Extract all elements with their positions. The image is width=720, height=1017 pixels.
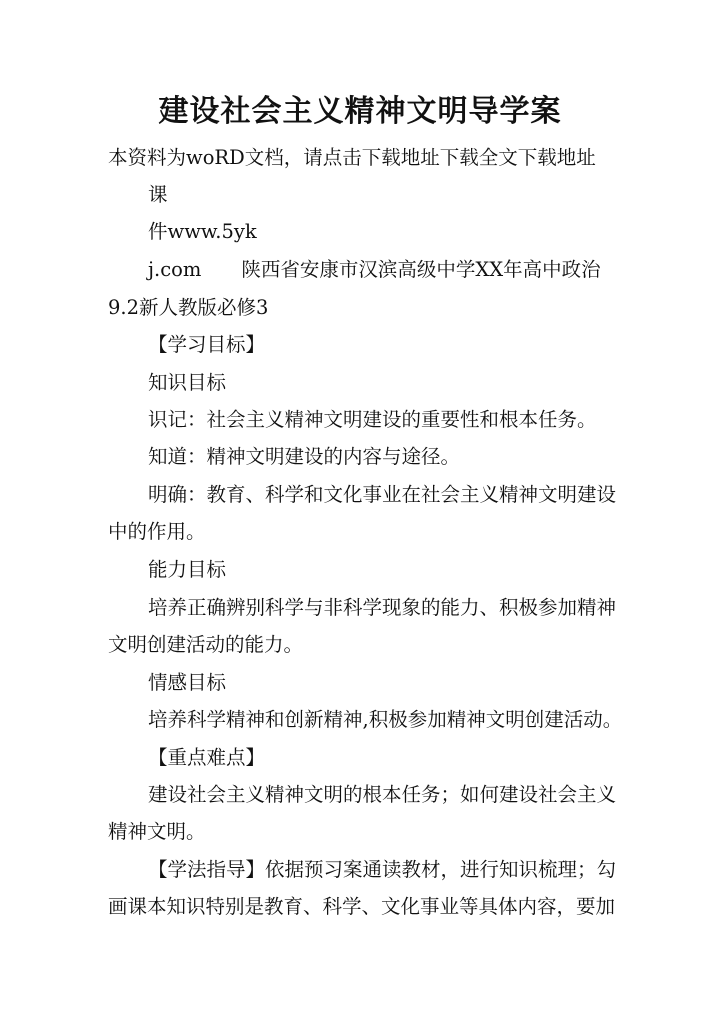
text-line: 本资料为woRD文档，请点击下载地址下载全文下载地址 xyxy=(108,146,596,169)
text-line: 9.2新人教版必修3 xyxy=(108,296,269,319)
text-fragment: j.com xyxy=(148,258,202,281)
text-line: 件www.5yk xyxy=(148,220,257,243)
subsection-heading: 知识目标 xyxy=(148,371,227,394)
text-line: 识记：社会主义精神文明建设的重要性和根本任务。 xyxy=(148,408,597,431)
subsection-heading: 情感目标 xyxy=(148,671,227,694)
text-line: 文明创建活动的能力。 xyxy=(108,633,304,656)
text-line: 课 xyxy=(148,183,168,206)
section-heading: 【重点难点】 xyxy=(148,746,266,769)
text-line: 培养科学精神和创新精神,积极参加精神文明创建活动。 xyxy=(148,708,623,731)
text-line: 培养正确辨别科学与非科学现象的能力、积极参加精神 xyxy=(148,596,617,619)
document-title: 建设社会主义精神文明导学案 xyxy=(158,94,562,129)
subsection-heading: 能力目标 xyxy=(148,558,227,581)
text-line: 精神文明。 xyxy=(108,820,206,843)
text-line: 明确：教育、科学和文化事业在社会主义精神文明建设 xyxy=(148,483,617,506)
text-line: 中的作用。 xyxy=(108,520,206,543)
text-line: 建设社会主义精神文明的根本任务；如何建设社会主义 xyxy=(148,783,617,806)
section-heading: 【学习目标】 xyxy=(148,333,266,356)
text-line: 【学法指导】依据预习案通读教材，进行知识梳理；勾 xyxy=(148,858,617,881)
text-line: 画课本知识特别是教育、科学、文化事业等具体内容，要加 xyxy=(108,895,616,918)
text-fragment: 陕西省安康市汉滨高级中学XX年高中政治 xyxy=(241,258,601,281)
text-line-composite xyxy=(148,256,601,284)
text-line: 知道：精神文明建设的内容与途径。 xyxy=(148,445,461,468)
